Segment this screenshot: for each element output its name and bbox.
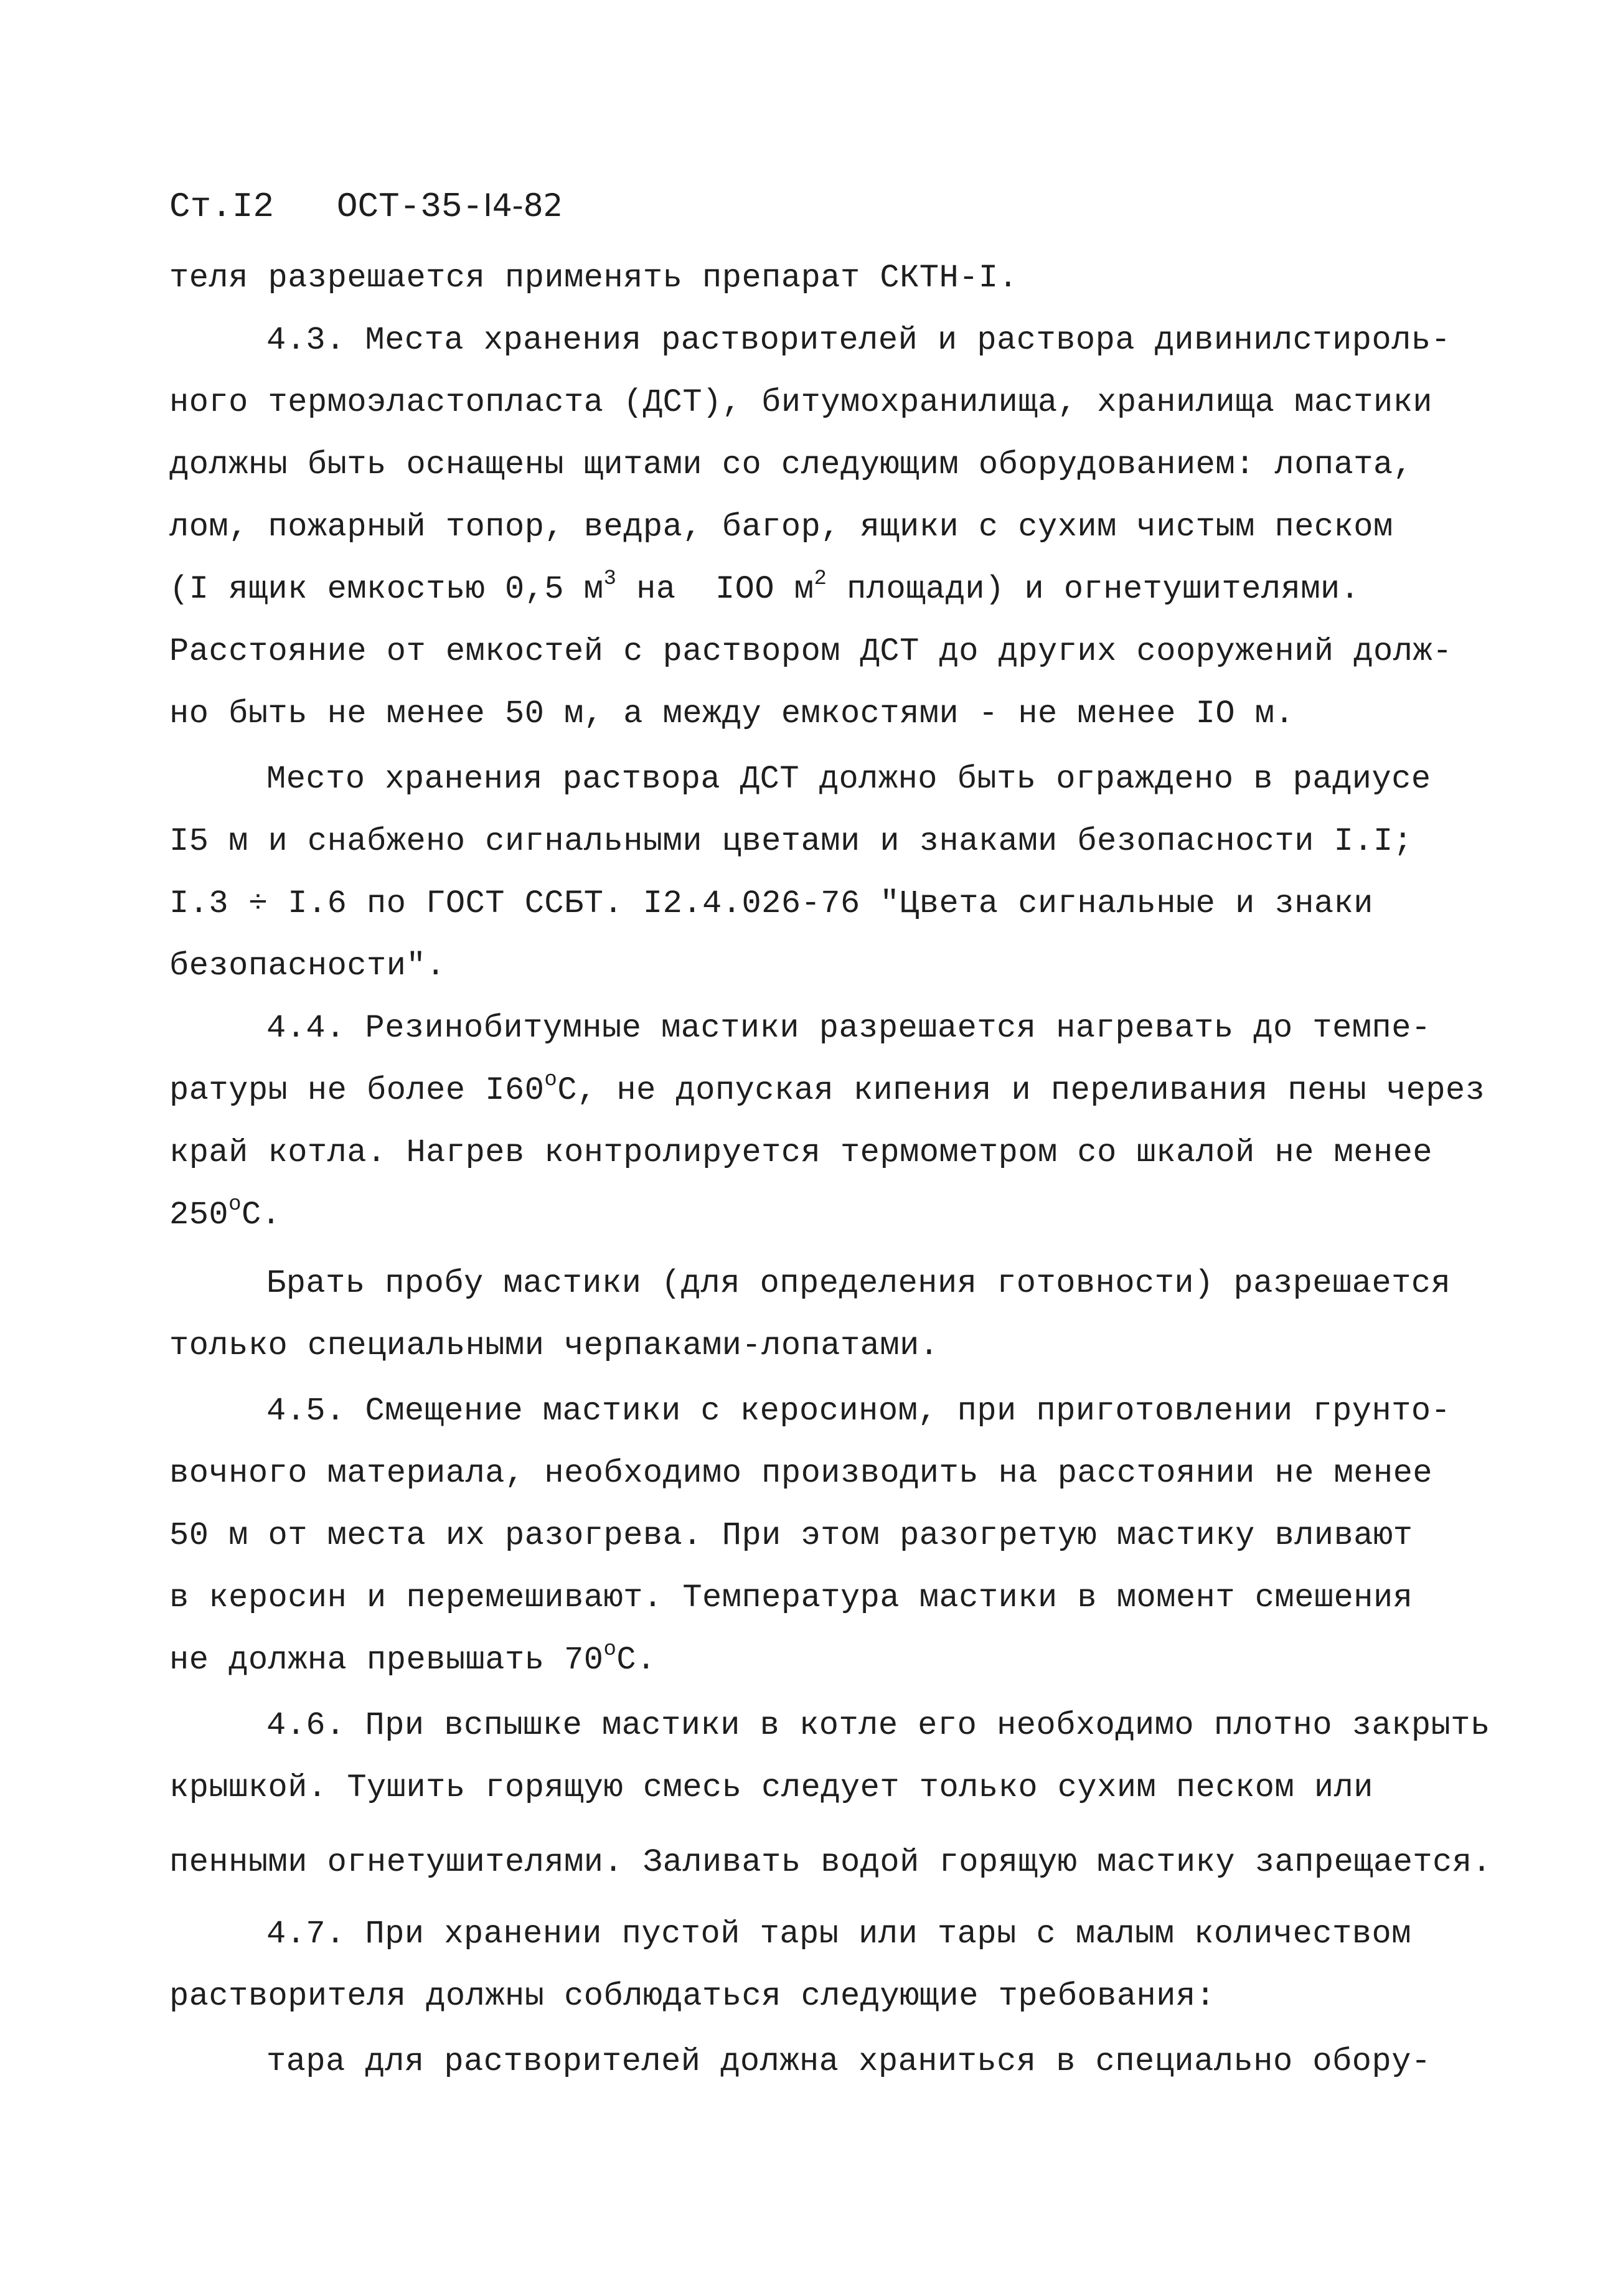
clause-4-7-heading: 4.7. При хранении пустой тары или тары с малым количеством [266, 1916, 1411, 1952]
text-line-with-degree: 250$^o$С. [169, 1192, 281, 1233]
text-line-with-degree: ратуры не более I60$^o$С, не допуская кипения и переливания пены через [169, 1068, 1485, 1109]
text-line: теля разрешается применять препарат СКТН-I. [169, 260, 1018, 296]
text-line: крышкой. Тушить горящую смесь следует только сухим песком или [169, 1769, 1374, 1806]
text-line: вочного материала, необходимо производить на расстоянии не менее [169, 1455, 1433, 1492]
paragraph-start: тара для растворителей должна храниться в специально обору- [266, 2043, 1431, 2080]
text-line: лом, пожарный топор, ведра, багор, ящики с сухим чистым песком [169, 509, 1393, 545]
text-line: должны быть оснащены щитами со следующим оборудованием: лопата, [169, 446, 1413, 483]
text-line: ного термоэластопласта (ДСТ), битумохранилища, хранилища мастики [169, 384, 1433, 421]
clause-4-3-heading: 4.3. Места хранения растворителей и раствора дивинилстироль- [266, 322, 1451, 359]
text-line: пенными огнетушителями. Заливать водой горящую мастику запрещается. [169, 1844, 1492, 1881]
clause-4-4-heading: 4.4. Резинобитумные мастики разрешается нагревать до темпе- [266, 1010, 1431, 1047]
paragraph-start: Брать пробу мастики (для определения готовности) разрешается [266, 1265, 1451, 1302]
standard-number: ОСТ-35- [336, 187, 484, 227]
text-line: Расстояние от емкостей с раствором ДСТ до других сооружений долж- [169, 633, 1452, 670]
page-header [169, 186, 563, 227]
text-line: но быть не менее 50 м, а между емкостями - не менее IO м. [169, 695, 1295, 732]
paragraph-start: Место хранения раствора ДСТ должно быть ограждено в радиусе [266, 761, 1431, 797]
text-line: 50 м от места их разогрева. При этом разогретую мастику вливают [169, 1517, 1413, 1554]
text-line-with-units: (I ящик емкостью 0,5 $м^3$ на IOO $м^2$ площади) и огнетушителями. [169, 567, 1360, 608]
text-line: растворителя должны соблюдаться следующие требования: [169, 1978, 1216, 2015]
text-line: I.3 ÷ I.6 по ГОСТ ССБТ. I2.4.026-76 "Цвета сигнальные и знаки [169, 885, 1374, 922]
text-line-with-degree: не должна превышать 70$^o$С. [169, 1637, 656, 1678]
text-line: край котла. Нагрев контролируется термометром со шкалой не менее [169, 1134, 1433, 1171]
text-line: безопасности". [169, 948, 446, 984]
text-line: I5 м и снабжено сигнальными цветами и знаками безопасности I.I; [169, 823, 1413, 860]
standard-number-handwritten: I4-82 [483, 187, 563, 223]
clause-4-5-heading: 4.5. Смещение мастики с керосином, при приготовлении грунто- [266, 1393, 1451, 1429]
clause-4-6-heading: 4.6. При вспышке мастики в котле его необходимо плотно закрыть [266, 1707, 1490, 1744]
text-line: только специальными черпаками-лопатами. [169, 1327, 939, 1364]
page-number: Ст.I2 [169, 187, 275, 227]
text-line: в керосин и перемешивают. Температура мастики в момент смешения [169, 1579, 1413, 1616]
